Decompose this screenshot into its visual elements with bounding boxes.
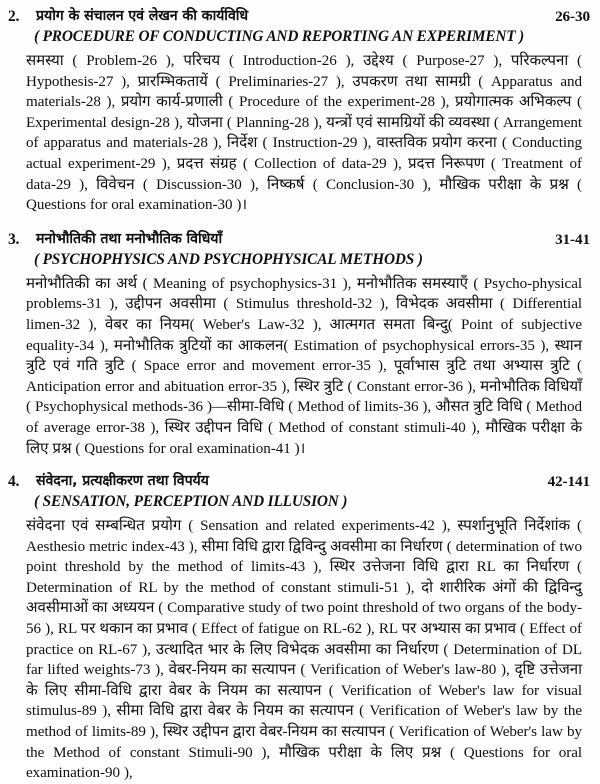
entry-title-hindi: संवेदना, प्रत्यक्षीकरण तथा विपर्यय xyxy=(36,473,209,490)
entry-title-english: ( SENSATION, PERCEPTION AND ILLUSION ) xyxy=(34,493,348,511)
toc-entry-heading xyxy=(8,229,590,250)
entry-description: संवेदना एवं सम्बन्धित प्रयोग ( Sensation and related experiments-42 ), स्पर्शानुभूति निर्देशांक ( Aesthesio metric index-43 ), सीमा विधि द्वारा द्विविन्दु अवसीमा का निर्धारण ( determination of two point threshold by the method of limits-43 ), स्थिर उत्तेजना विधि द्वारा RL का निर्धारण ( Determination of RL by the method of constant stimuli-51 ), दो शारीरिक अंगों की द्विविन्दु अवसीमाओं का अध्ययन ( Comparative study of two point threshold of two organs of the body-56 ), RL पर थकान का प्रभाव ( Effect of fatigue on RL-62 ), RL पर अभ्यास का प्रभाव ( Effect of practice on RL-67 ), उत्थादित भार के लिए विभेदक अवसीमा का निर्धारण ( Determination of DL far lifted weights-73 ), वेबर-नियम का सत्यापन ( Verification of Weber's law-80 ), दृष्टि उत्तेजना के लिए सीमा-विधि द्वारा वेबर के नियम का सत्यापन ( Verification of Weber's law for visual stimulus-89 ), सीमा विधि द्वारा वेबर के नियम का सत्यापन ( Verification of Weber's law by the method of limits-89 ), स्थिर उद्दीपन द्वारा वेबर-नियम का सत्यापन ( Verification of Weber's law by the Method of constant Stimuli-90 ), मौखिक परीक्षा के लिए प्रश्न ( Questions for oral examination-90 ), xyxy=(26,518,582,782)
entry-title-hindi: मनोभौतिकी तथा मनोभौतिक विधियाँ xyxy=(36,230,223,247)
toc-entry-3 xyxy=(8,229,590,459)
toc-entry-2 xyxy=(8,6,590,216)
entry-description: समस्या ( Problem-26 ), परिचय ( Introduction-26 ), उद्देश्य ( Purpose-27 ), परिकल्पना ( Hypothesis-27 ), प्रारम्भिकतायें ( Preliminaries-27 ), उपकरण तथा सामग्री ( Apparatus and materials-28 ), प्रयोग कार्य-प्रणाली ( Procedure of the experiment-28 ), प्रयोगात्मक अभिकल्प ( Experimental design-28 ), योजना ( Planning-28 ), यन्त्रों एवं सामग्रियों की व्यवस्था ( Arrangement of apparatus and materials-28 ), निर्देश ( Instruction-29 ), वास्तविक प्रयोग करना ( Conducting actual experiment-29 ), प्रदत्त संग्रह ( Collection of data-29 ), प्रदत्त निरूपण ( Treatment of data-29 ), विवेचन ( Discussion-30 ), निष्कर्ष ( Conclusion-30 ), मौखिक परीक्षा के प्रश्न ( Questions for oral examination-30 )। xyxy=(26,53,582,214)
toc-entry-4 xyxy=(8,471,590,784)
entry-page-range: 26-30 xyxy=(555,8,590,25)
toc-entry-heading xyxy=(8,6,590,27)
entry-page-range: 31-41 xyxy=(555,230,590,248)
entry-number: 2. xyxy=(8,8,20,25)
entry-number: 3. xyxy=(8,230,20,248)
entry-number: 4. xyxy=(8,473,20,491)
toc-entry-heading xyxy=(8,471,590,492)
entry-title-english: ( PSYCHOPHYSICS AND PSYCHOPHYSICAL METHODS ) xyxy=(34,250,423,268)
entry-page-range: 42-141 xyxy=(547,473,590,491)
entry-title-hindi: प्रयोग के संचालन एवं लेखन की कार्यविधि xyxy=(36,8,249,24)
entry-title-english: ( PROCEDURE OF CONDUCTING AND REPORTING AN EXPERIMENT ) xyxy=(34,28,525,45)
entry-description: मनोभौतिकी का अर्थ ( Meaning of psychophysics-31 ), मनोभौतिक समस्याएँ ( Psycho-physical problems-31 ), उद्दीपन अवसीमा ( Stimulus threshold-32 ), विभेदक अवसीमा ( Differential limen-32 ), वेबर का नियम( Weber's Law-32 ), आत्मगत समता बिन्दु( Point of subjective equality-34 ), मनोभौतिक त्रुटियों का आकलन( Estimation of psychophysical errors-35 ), स्थान त्रुटि एवं गति त्रुटि ( Space error and movement error-35 ), पूर्वाभास त्रुटि तथा अभ्यास त्रुटि ( Anticipation error and abituation error-35 ), स्थिर त्रुटि ( Constant error-36 ), मनोभौतिक विधियाँ ( Psychophysical methods-36 )—सीमा-विधि ( Method of limits-36 ), औसत त्रुटि विधि ( Method of average error-38 ), स्थिर उद्दीपन विधि ( Method of constant stimuli-40 ), मौखिक परीक्षा के लिए प्रश्न ( Questions for oral examination-41 )। xyxy=(26,275,582,457)
